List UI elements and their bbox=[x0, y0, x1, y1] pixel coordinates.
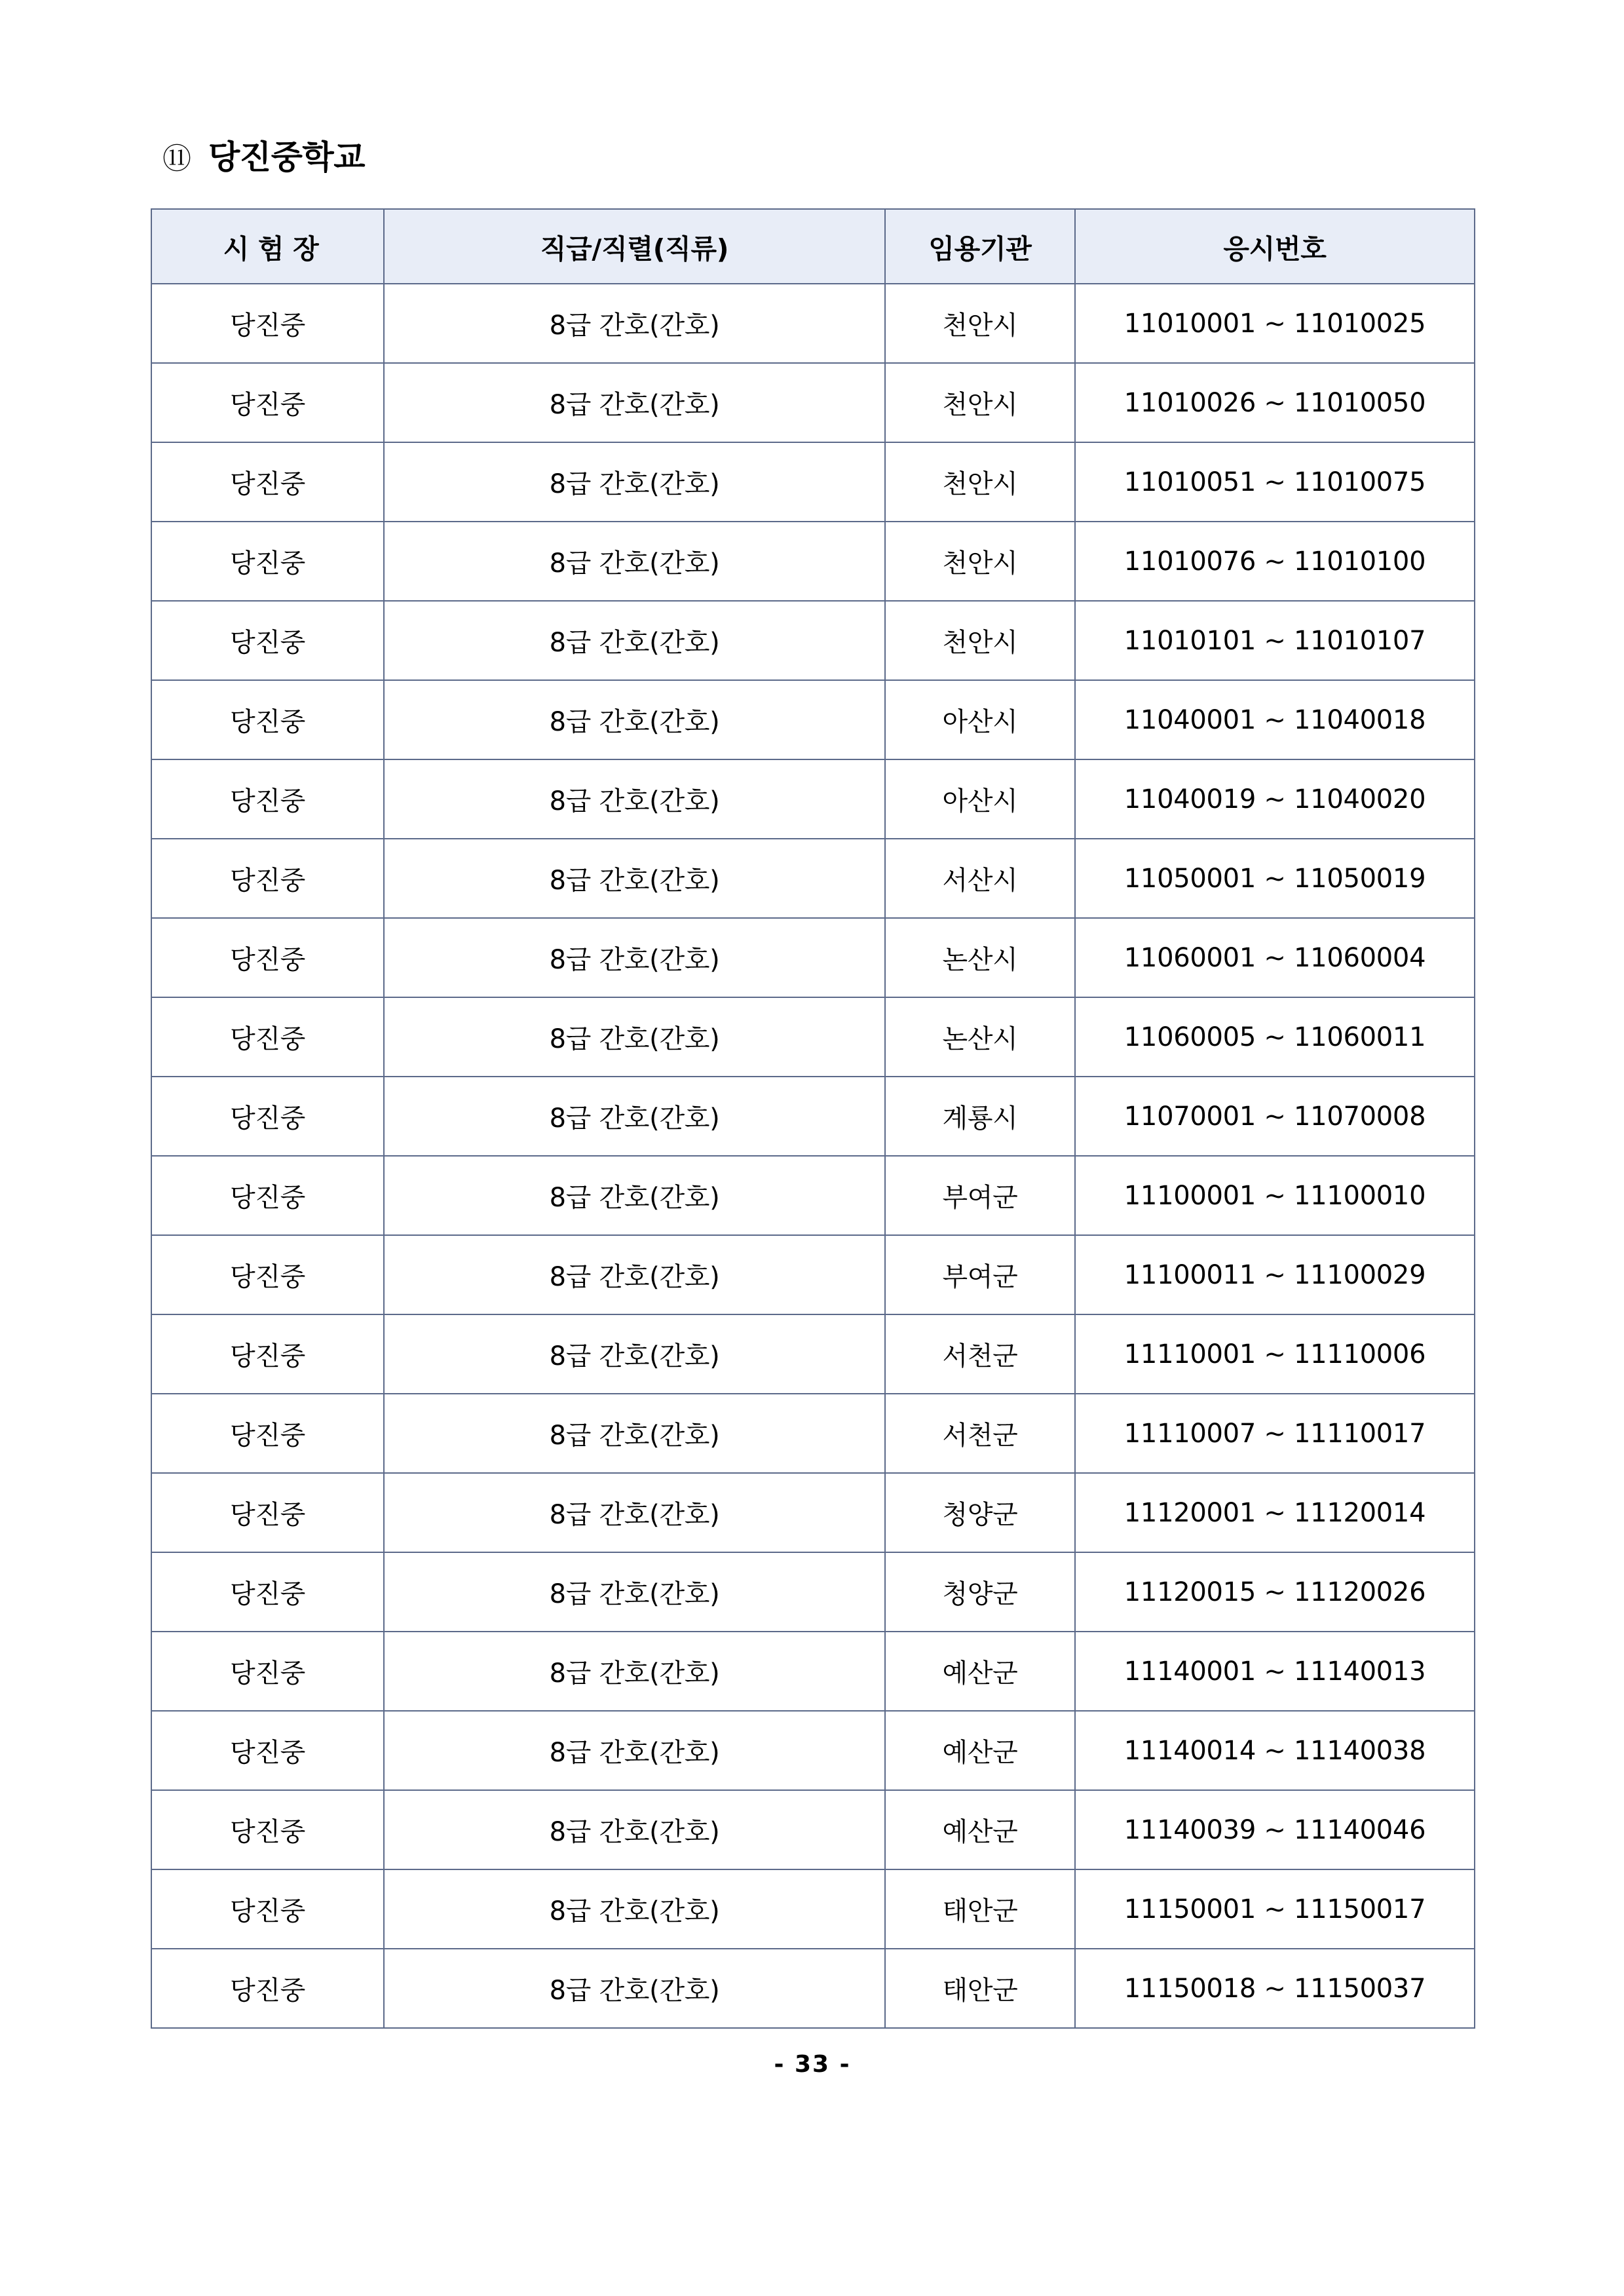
cell-applicant-number: 11040019 ~ 11040020 bbox=[1075, 759, 1475, 839]
cell-applicant-number: 11110001 ~ 11110006 bbox=[1075, 1314, 1475, 1394]
table-row bbox=[151, 680, 1475, 759]
cell-grade-series: 8급 간호(간호) bbox=[384, 601, 885, 680]
table-row bbox=[151, 759, 1475, 839]
cell-grade-series: 8급 간호(간호) bbox=[384, 1473, 885, 1552]
cell-applicant-number: 11140039 ~ 11140046 bbox=[1075, 1790, 1475, 1869]
cell-exam-site: 당진중 bbox=[151, 363, 384, 442]
section-marker: ⑪ bbox=[162, 142, 191, 176]
page-title bbox=[162, 131, 1473, 178]
cell-grade-series: 8급 간호(간호) bbox=[384, 522, 885, 601]
cell-applicant-number: 11010001 ~ 11010025 bbox=[1075, 284, 1475, 363]
table-row bbox=[151, 284, 1475, 363]
column-header-applicant-number: 응시번호 bbox=[1075, 209, 1475, 284]
table-row bbox=[151, 442, 1475, 522]
cell-applicant-number: 11100001 ~ 11100010 bbox=[1075, 1156, 1475, 1235]
cell-exam-site: 당진중 bbox=[151, 839, 384, 918]
table-row bbox=[151, 1394, 1475, 1473]
cell-exam-site: 당진중 bbox=[151, 1156, 384, 1235]
cell-appointing-agency: 예산군 bbox=[885, 1632, 1075, 1711]
cell-applicant-number: 11150001 ~ 11150017 bbox=[1075, 1869, 1475, 1949]
cell-appointing-agency: 서천군 bbox=[885, 1394, 1075, 1473]
cell-appointing-agency: 태안군 bbox=[885, 1869, 1075, 1949]
cell-appointing-agency: 청양군 bbox=[885, 1473, 1075, 1552]
cell-exam-site: 당진중 bbox=[151, 1314, 384, 1394]
cell-appointing-agency: 부여군 bbox=[885, 1235, 1075, 1314]
cell-grade-series: 8급 간호(간호) bbox=[384, 1869, 885, 1949]
table-row bbox=[151, 1235, 1475, 1314]
table-row bbox=[151, 997, 1475, 1077]
table-header bbox=[151, 209, 1475, 284]
table-row bbox=[151, 918, 1475, 997]
cell-grade-series: 8급 간호(간호) bbox=[384, 284, 885, 363]
cell-exam-site: 당진중 bbox=[151, 1077, 384, 1156]
column-header-exam-site: 시 험 장 bbox=[151, 209, 384, 284]
cell-applicant-number: 11060001 ~ 11060004 bbox=[1075, 918, 1475, 997]
cell-applicant-number: 11060005 ~ 11060011 bbox=[1075, 997, 1475, 1077]
cell-exam-site: 당진중 bbox=[151, 1711, 384, 1790]
cell-grade-series: 8급 간호(간호) bbox=[384, 442, 885, 522]
cell-exam-site: 당진중 bbox=[151, 918, 384, 997]
cell-grade-series: 8급 간호(간호) bbox=[384, 363, 885, 442]
cell-grade-series: 8급 간호(간호) bbox=[384, 1394, 885, 1473]
cell-applicant-number: 11040001 ~ 11040018 bbox=[1075, 680, 1475, 759]
cell-appointing-agency: 부여군 bbox=[885, 1156, 1075, 1235]
cell-appointing-agency: 태안군 bbox=[885, 1949, 1075, 2028]
cell-exam-site: 당진중 bbox=[151, 1394, 384, 1473]
table-row bbox=[151, 839, 1475, 918]
cell-grade-series: 8급 간호(간호) bbox=[384, 1314, 885, 1394]
exam-assignment-table bbox=[151, 208, 1475, 2029]
cell-grade-series: 8급 간호(간호) bbox=[384, 1790, 885, 1869]
cell-grade-series: 8급 간호(간호) bbox=[384, 1156, 885, 1235]
cell-exam-site: 당진중 bbox=[151, 759, 384, 839]
column-header-grade-series: 직급/직렬(직류) bbox=[384, 209, 885, 284]
cell-exam-site: 당진중 bbox=[151, 601, 384, 680]
cell-applicant-number: 11140014 ~ 11140038 bbox=[1075, 1711, 1475, 1790]
cell-appointing-agency: 서산시 bbox=[885, 839, 1075, 918]
cell-exam-site: 당진중 bbox=[151, 522, 384, 601]
table-row bbox=[151, 1632, 1475, 1711]
cell-applicant-number: 11150018 ~ 11150037 bbox=[1075, 1949, 1475, 2028]
cell-applicant-number: 11110007 ~ 11110017 bbox=[1075, 1394, 1475, 1473]
cell-appointing-agency: 천안시 bbox=[885, 601, 1075, 680]
cell-applicant-number: 11010101 ~ 11010107 bbox=[1075, 601, 1475, 680]
cell-exam-site: 당진중 bbox=[151, 1552, 384, 1632]
cell-exam-site: 당진중 bbox=[151, 442, 384, 522]
cell-applicant-number: 11050001 ~ 11050019 bbox=[1075, 839, 1475, 918]
cell-appointing-agency: 논산시 bbox=[885, 997, 1075, 1077]
column-header-appointing-agency: 임용기관 bbox=[885, 209, 1075, 284]
cell-appointing-agency: 계룡시 bbox=[885, 1077, 1075, 1156]
cell-appointing-agency: 천안시 bbox=[885, 284, 1075, 363]
cell-grade-series: 8급 간호(간호) bbox=[384, 680, 885, 759]
cell-grade-series: 8급 간호(간호) bbox=[384, 1711, 885, 1790]
cell-applicant-number: 11120015 ~ 11120026 bbox=[1075, 1552, 1475, 1632]
cell-applicant-number: 11070001 ~ 11070008 bbox=[1075, 1077, 1475, 1156]
cell-exam-site: 당진중 bbox=[151, 1473, 384, 1552]
table-row bbox=[151, 522, 1475, 601]
cell-exam-site: 당진중 bbox=[151, 1869, 384, 1949]
section-title: 당진중학교 bbox=[208, 138, 365, 176]
table-header-row bbox=[151, 209, 1475, 284]
cell-grade-series: 8급 간호(간호) bbox=[384, 1949, 885, 2028]
cell-exam-site: 당진중 bbox=[151, 1235, 384, 1314]
cell-appointing-agency: 아산시 bbox=[885, 680, 1075, 759]
table-row bbox=[151, 1473, 1475, 1552]
cell-grade-series: 8급 간호(간호) bbox=[384, 1077, 885, 1156]
cell-appointing-agency: 아산시 bbox=[885, 759, 1075, 839]
cell-exam-site: 당진중 bbox=[151, 997, 384, 1077]
page-number: - 33 - bbox=[774, 2051, 851, 2078]
cell-applicant-number: 11120001 ~ 11120014 bbox=[1075, 1473, 1475, 1552]
cell-appointing-agency: 천안시 bbox=[885, 442, 1075, 522]
cell-grade-series: 8급 간호(간호) bbox=[384, 759, 885, 839]
cell-grade-series: 8급 간호(간호) bbox=[384, 918, 885, 997]
cell-exam-site: 당진중 bbox=[151, 1632, 384, 1711]
cell-grade-series: 8급 간호(간호) bbox=[384, 1632, 885, 1711]
cell-exam-site: 당진중 bbox=[151, 1949, 384, 2028]
cell-exam-site: 당진중 bbox=[151, 680, 384, 759]
table-row bbox=[151, 363, 1475, 442]
cell-appointing-agency: 천안시 bbox=[885, 522, 1075, 601]
cell-grade-series: 8급 간호(간호) bbox=[384, 997, 885, 1077]
table-row bbox=[151, 1711, 1475, 1790]
table-row bbox=[151, 1869, 1475, 1949]
cell-exam-site: 당진중 bbox=[151, 284, 384, 363]
table-row bbox=[151, 1949, 1475, 2028]
cell-appointing-agency: 예산군 bbox=[885, 1711, 1075, 1790]
cell-applicant-number: 11140001 ~ 11140013 bbox=[1075, 1632, 1475, 1711]
cell-grade-series: 8급 간호(간호) bbox=[384, 839, 885, 918]
table-row bbox=[151, 1314, 1475, 1394]
cell-appointing-agency: 청양군 bbox=[885, 1552, 1075, 1632]
cell-appointing-agency: 서천군 bbox=[885, 1314, 1075, 1394]
table-row bbox=[151, 601, 1475, 680]
table-row bbox=[151, 1552, 1475, 1632]
table-body bbox=[151, 284, 1475, 2028]
cell-applicant-number: 11010026 ~ 11010050 bbox=[1075, 363, 1475, 442]
cell-grade-series: 8급 간호(간호) bbox=[384, 1235, 885, 1314]
cell-applicant-number: 11010076 ~ 11010100 bbox=[1075, 522, 1475, 601]
cell-exam-site: 당진중 bbox=[151, 1790, 384, 1869]
cell-appointing-agency: 천안시 bbox=[885, 363, 1075, 442]
table-row bbox=[151, 1790, 1475, 1869]
cell-appointing-agency: 예산군 bbox=[885, 1790, 1075, 1869]
cell-appointing-agency: 논산시 bbox=[885, 918, 1075, 997]
cell-grade-series: 8급 간호(간호) bbox=[384, 1552, 885, 1632]
cell-applicant-number: 11010051 ~ 11010075 bbox=[1075, 442, 1475, 522]
table-row bbox=[151, 1077, 1475, 1156]
table-row bbox=[151, 1156, 1475, 1235]
cell-applicant-number: 11100011 ~ 11100029 bbox=[1075, 1235, 1475, 1314]
